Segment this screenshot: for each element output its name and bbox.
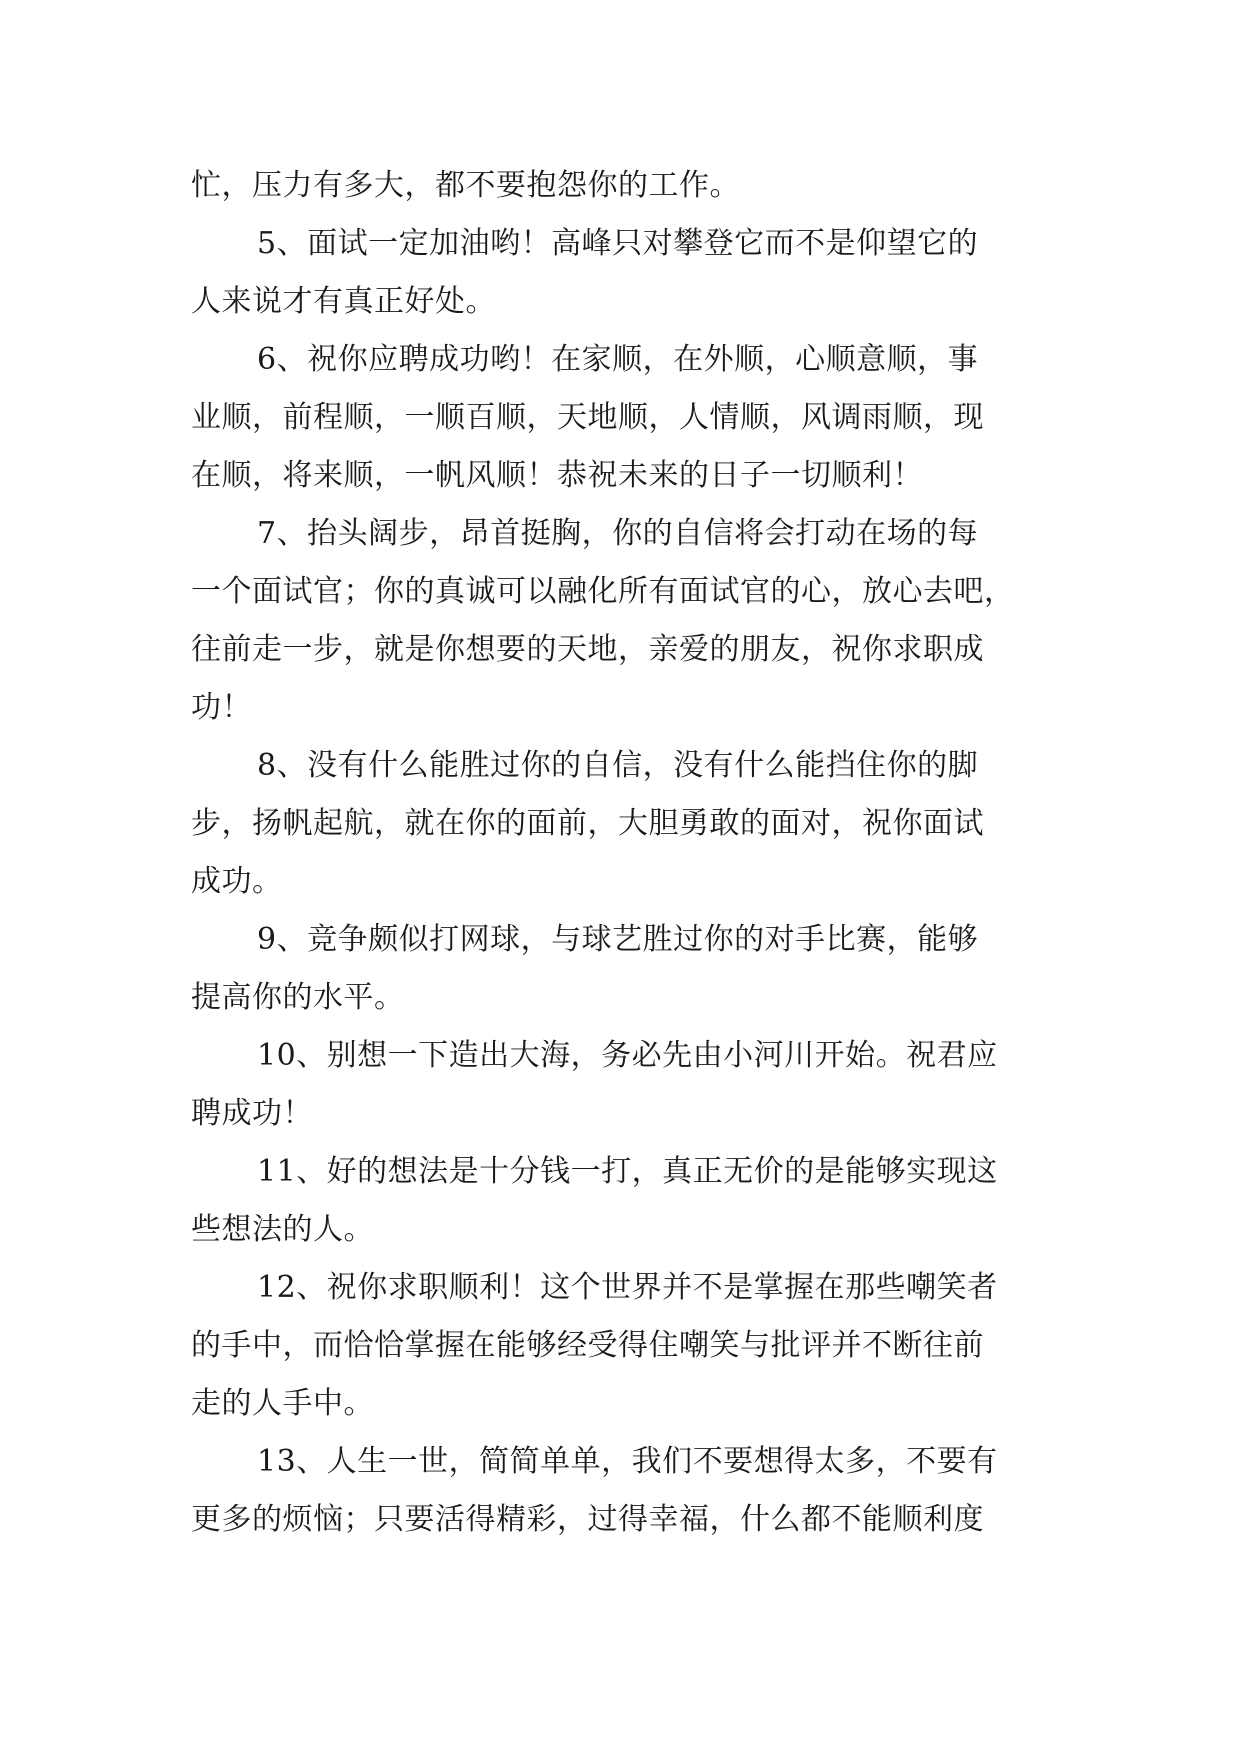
text-line: 成功。 xyxy=(191,864,283,899)
text-line: 12、祝你求职顺利！这个世界并不是掌握在那些嘲笑者 xyxy=(257,1270,998,1305)
text-line: 8、没有什么能胜过你的自信，没有什么能挡住你的脚 xyxy=(257,748,979,783)
text-line: 走的人手中。 xyxy=(191,1386,374,1421)
text-line: 业顺，前程顺，一顺百顺，天地顺，人情顺，风调雨顺，现 xyxy=(191,400,984,435)
text-line: 提高你的水平。 xyxy=(191,980,405,1015)
text-line: 忙，压力有多大，都不要抱怨你的工作。 xyxy=(191,168,740,203)
text-line: 些想法的人。 xyxy=(191,1212,374,1247)
text-line: 10、别想一下造出大海，务必先由小河川开始。祝君应 xyxy=(257,1038,998,1073)
text-line: 聘成功！ xyxy=(191,1096,313,1131)
text-line: 9、竞争颇似打网球，与球艺胜过你的对手比赛，能够 xyxy=(257,922,979,957)
text-line: 6、祝你应聘成功哟！在家顺，在外顺，心顺意顺，事 xyxy=(257,342,979,377)
text-line: 功！ xyxy=(191,690,252,725)
text-line: 7、抬头阔步，昂首挺胸，你的自信将会打动在场的每 xyxy=(257,516,979,551)
text-line: 人来说才有真正好处。 xyxy=(191,284,496,319)
text-line: 一个面试官；你的真诚可以融化所有面试官的心，放心去吧， xyxy=(191,574,1015,609)
text-line: 在顺，将来顺，一帆风顺！恭祝未来的日子一切顺利！ xyxy=(191,458,923,493)
document-body xyxy=(191,157,1051,1549)
text-line: 5、面试一定加油哟！高峰只对攀登它而不是仰望它的 xyxy=(257,226,979,261)
text-line: 13、人生一世，简简单单，我们不要想得太多，不要有 xyxy=(257,1444,998,1479)
text-line: 步，扬帆起航，就在你的面前，大胆勇敢的面对，祝你面试 xyxy=(191,806,984,841)
text-line: 更多的烦恼；只要活得精彩，过得幸福，什么都不能顺利度 xyxy=(191,1502,984,1537)
text-line: 的手中，而恰恰掌握在能够经受得住嘲笑与批评并不断往前 xyxy=(191,1328,984,1363)
text-line: 往前走一步，就是你想要的天地，亲爱的朋友，祝你求职成 xyxy=(191,632,984,667)
text-line: 11、好的想法是十分钱一打，真正无价的是能够实现这 xyxy=(257,1154,998,1189)
